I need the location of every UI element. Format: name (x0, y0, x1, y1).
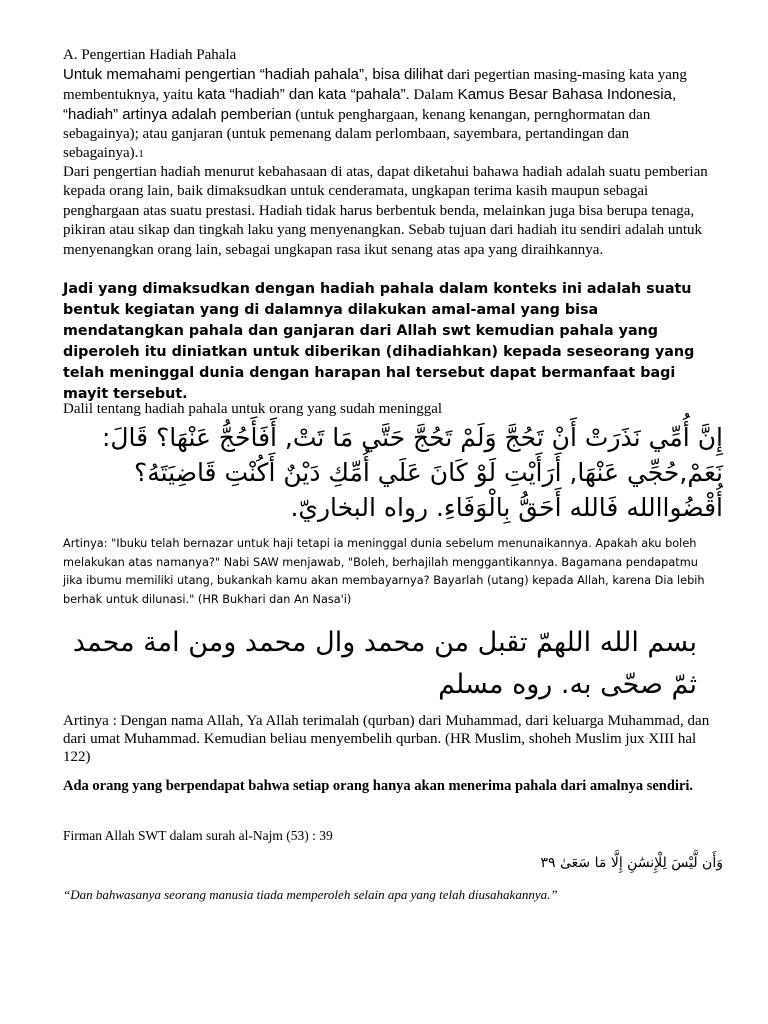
explanation-paragraph: Dari pengertian hadiah menurut kebahasaan di atas, dapat diketahui bahawa hadiah adalah suatu pemberian kepada orang lain, baik dimaksudkan untuk cenderamata, ungkapan terima kasih maupun sebagai penghargaan atas suatu prestasi. Hadiah tidak harus berbentuk benda, melainkan juga bisa berupa tenaga, pikiran atau sikap dan tingkah laku yang menyenangkan. Sebab tujuan dari hadiah itu sendiri adalah untuk menyenangkan orang lain, sebagai ungkapan rasa ikut senang atas apa yang diraihkannya. (63, 164, 708, 258)
verse-translation: “Dan bahwasanya seorang manusia tiada memperoleh selain apa yang telah diusahakannya.” (63, 887, 558, 902)
conclusion-paragraph: Jadi yang dimaksudkan dengan hadiah pahala dalam konteks ini adalah suatu bentuk kegiatan yang di dalamnya dilakukan amal-amal yang bisa mendatangkan pahala dan ganjaran dari Allah swt kemudian pahala yang diperoleh itu diniatkan untuk diberikan (dihadiahkan) kepada seseorang yang telah meninggal dunia dengan harapan hal tersebut dapat bermanfaat bagi mayit tersebut. (63, 281, 695, 402)
opinion-paragraph: Ada orang yang berpendapat bahwa setiap orang hanya akan menerima pahala dari amalnya sendiri. (63, 778, 694, 794)
para1-part5: Kamus Besar Bahasa Indonesia, “hadiah” artinya adalah pemberian (63, 86, 677, 123)
section-heading: A. Pengertian Hadiah Pahala (63, 47, 237, 63)
para1-part6: (untuk penghargaan, kenang kenangan, pernghormatan dan sebagainya); atau ganjaran (untuk pemenang dalam perlombaan, sayembara, pertandingan dan sebagainya). (63, 107, 651, 161)
para1-part1: Untuk memahami pengertian “hadiah pahala”, bisa dilihat (63, 66, 444, 83)
qurban-translation: Artinya : Dengan nama Allah, Ya Allah terimalah (qurban) dari Muhammad, dari keluarga Muhammad, dan dari umat Muhammad. Kemudian beliau menyembelih qurban. (HR Muslim, shoheh Muslim jux XIII hal 122) (63, 713, 710, 765)
para1-part4: Dalam (409, 87, 454, 103)
definition-paragraph (63, 65, 713, 164)
dalil-title: Dalil tentang hadiah pahala untuk orang yang sudah meninggal (63, 401, 443, 417)
firman-line: Firman Allah SWT dalam surah al-Najm (53) : 39 (63, 828, 333, 843)
footnote-marker: 1 (138, 148, 144, 160)
hadith-translation: Artinya: "Ibuku telah bernazar untuk haji tetapi ia meninggal dunia sebelum menunaikannya. Apakah aku boleh melakukan atas namanya?" Nabi SAW menjawab, "Boleh, berhajilah menggantikannya. Bagamana pendapatmu jika ibumu memiliki utang, bukankah kamu akan membayarnya? Bayarlah (utang) kepada Allah, karena Dia lebih berhak untuk dilunasi." (HR Bukhari dan An Nasa'i) (63, 537, 705, 606)
para1-part2: dari pegertian masing-masing kata yang membentuknya, yaitu (63, 67, 687, 103)
hadith-arabic-text: إِنَّ أُمِّي نَذَرَتْ أَنْ تَحُجَّ وَلَمْ تَحُجَّ حَتَّي مَا تَتْ, أَفَأَحُجُّ عَنْهَا؟ قَالَ: نَعَمْ,حُجِّي عَنْهَا, أَرَأَيْتِ لَوْ كَانَ عَلَي أُمِّكِ دَيْنٌ أَكُنْتِ قَاضِيَتَهُ؟ أُقْضُواالله فَالله أَحَقُّ بِالْوَفَاءِ. رواه البخاريّ. (101, 423, 723, 522)
para1-part3: kata “hadiah” dan kata “pahala”. (192, 86, 410, 103)
qurban-prayer-arabic: بسم الله اللهمّ تقبل من محمد وال محمد ومن امة محمد ثمّ صحّى به. روه مسلم (72, 627, 697, 700)
quran-verse: وَأَن لَّيْسَ لِلْإِنسَٰنِ إِلَّا مَا سَعَىٰ ٣٩ (540, 855, 723, 871)
